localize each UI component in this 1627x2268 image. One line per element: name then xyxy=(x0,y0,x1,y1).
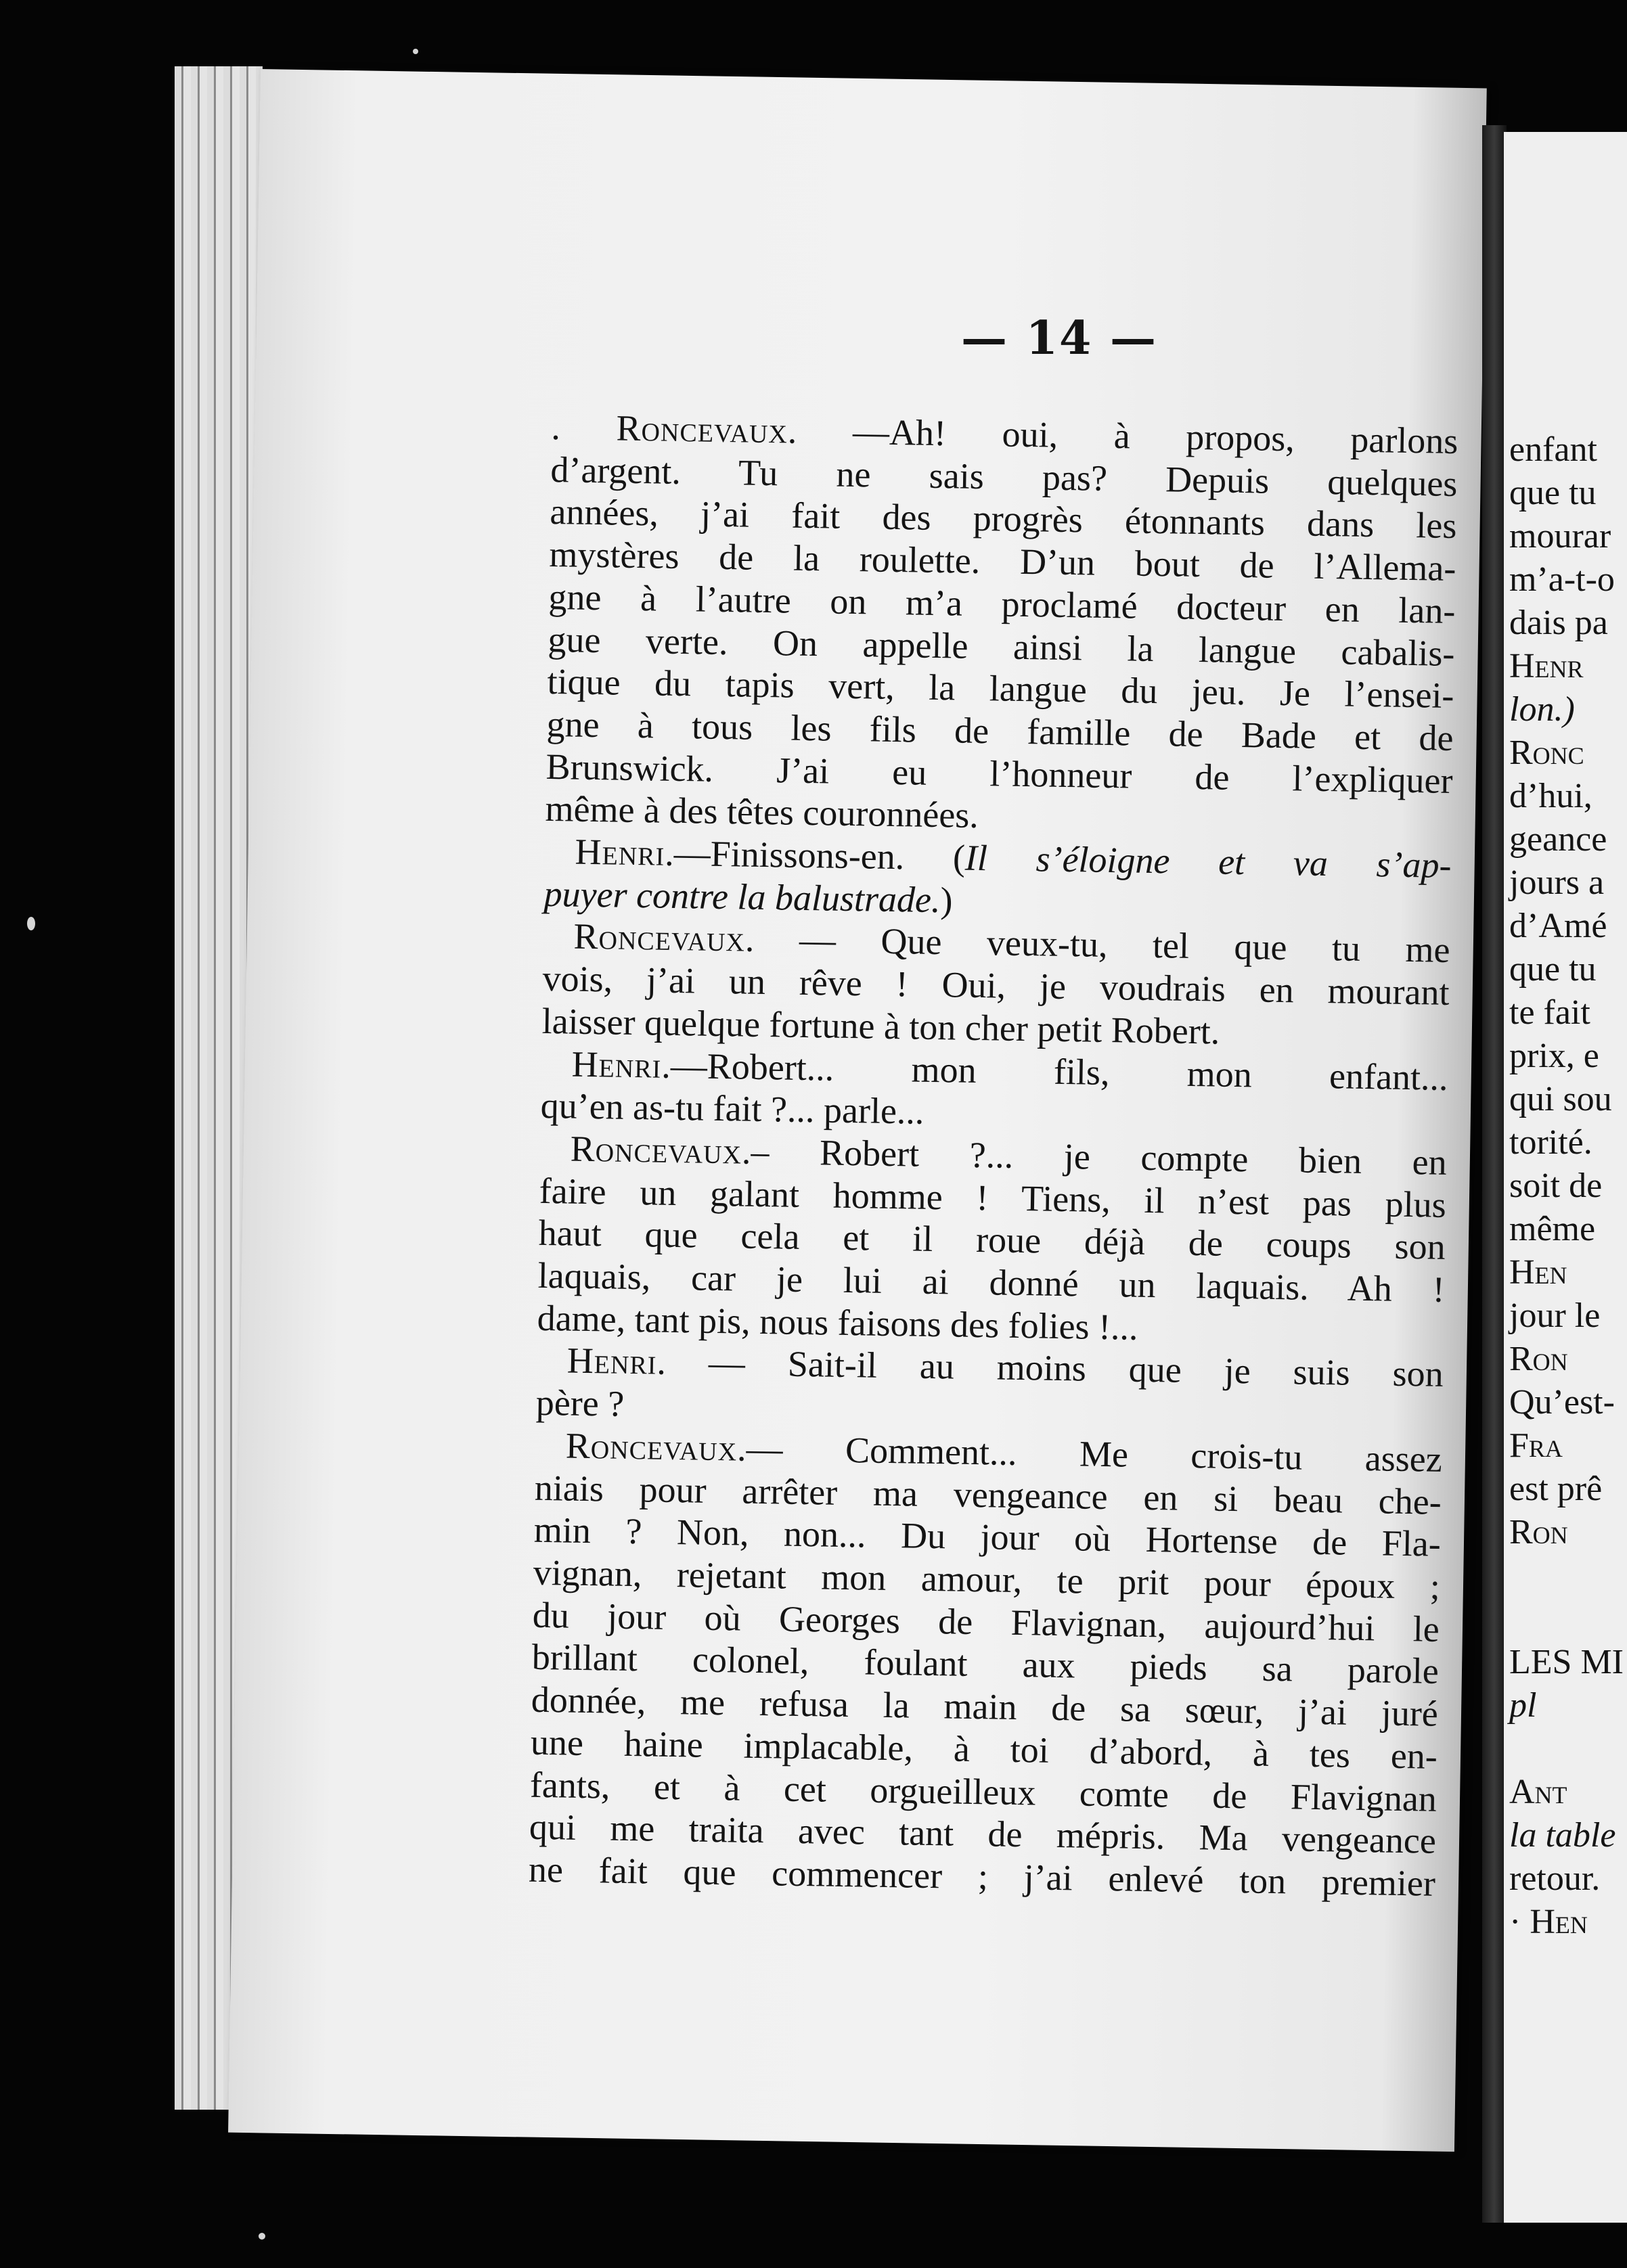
speaker-name: Henri xyxy=(575,831,665,874)
text-line-fragment: Ron xyxy=(1509,1513,1568,1551)
text-line-fragment: Fra xyxy=(1509,1426,1563,1465)
right-page xyxy=(1504,132,1627,2223)
speaker-name: Henri xyxy=(571,1043,662,1086)
paper-speck xyxy=(413,49,418,54)
text-line-fragment: prix, e xyxy=(1509,1037,1599,1075)
text-run: .– Robert ?... je compte bien en xyxy=(741,1131,1448,1183)
text-run: années, j’ai fait des progrès étonnants dans les xyxy=(550,491,1457,547)
text-line-fragment: d’Amé xyxy=(1509,907,1607,945)
text-run: même à des têtes couronnées. xyxy=(545,788,979,836)
text-run: gne à tous les fils de famille de Bade et de xyxy=(546,703,1454,758)
text-run: . — Que veux-tu, tel que tu me xyxy=(744,919,1451,971)
text-run: laisser quelque fortune à ton cher petit Robert. xyxy=(541,1000,1220,1052)
text-line-fragment: Henr xyxy=(1509,647,1584,685)
page-number: — 14 — xyxy=(961,311,1157,365)
text-line-fragment xyxy=(1509,1727,1627,1771)
text-run: qui me traita avec tant de mépris. Ma vengeance xyxy=(529,1806,1437,1861)
text-run: ne fait que commencer ; j’ai enlevé ton premier xyxy=(528,1849,1436,1904)
text-run: laquais, car je lui ai donné un laquais. Ah ! xyxy=(537,1254,1446,1310)
text-line-fragment: dais pa xyxy=(1509,604,1608,642)
text-run: mystères de la roulette. D’un bout de l’Allema- xyxy=(549,534,1456,589)
text-line-fragment: Ronc xyxy=(1509,733,1584,772)
speaker-name: Roncevaux xyxy=(570,1128,742,1172)
text-run: d’argent. Tu ne sais pas? Depuis quelques xyxy=(550,449,1458,504)
text-run: une haine implacable, à toi d’abord, à tes en- xyxy=(530,1721,1438,1777)
text-line-fragment: Qu’est- xyxy=(1509,1383,1615,1422)
speaker-name: Roncevaux xyxy=(565,1425,738,1469)
text-run: vignan, rejetant mon amour, te prit pour époux ; xyxy=(533,1551,1441,1607)
text-line-fragment: pl xyxy=(1509,1686,1537,1725)
text-line-fragment: m’a-t-o xyxy=(1509,560,1615,599)
text-line-fragment: Hen xyxy=(1509,1253,1567,1292)
speaker-name: Roncevaux xyxy=(573,916,746,960)
text-line-fragment: torité. xyxy=(1509,1123,1592,1162)
text-line-fragment xyxy=(1509,1554,1627,1597)
text-run: haut que cela et il roue déjà de coups son xyxy=(538,1212,1446,1268)
text-line-fragment: jours a xyxy=(1509,863,1605,902)
text-line-fragment: Ron xyxy=(1509,1340,1568,1378)
text-run: .— Comment... Me crois-tu assez xyxy=(736,1428,1443,1480)
text-run: père ? xyxy=(535,1382,625,1425)
text-run: . — Sait-il au moins que je suis son xyxy=(656,1342,1444,1395)
text-line-fragment: · Hen xyxy=(1509,1903,1588,1941)
speaker-name: Roncevaux xyxy=(616,407,788,451)
text-run: dame, tant pis, nous faisons des folies !... xyxy=(537,1297,1139,1348)
text-run: .—Finissons-en. ( xyxy=(664,832,966,878)
text-line-fragment: que tu xyxy=(1509,950,1597,989)
left-page-text xyxy=(529,406,1458,1905)
text-line-fragment: retour. xyxy=(1509,1859,1601,1898)
speaker-name: Henri xyxy=(566,1340,657,1383)
text-run: fants, et à cet orgueilleux comte de Flavignan xyxy=(529,1764,1437,1819)
text-run: donnée, me refusa la main de sa sœur, j’ai juré xyxy=(531,1679,1439,1734)
text-line-fragment: enfant xyxy=(1509,430,1597,469)
stage-direction: puyer contre la balustrade. xyxy=(543,873,941,920)
text-run: brillant colonel, foulant aux pieds sa parole xyxy=(531,1637,1440,1692)
text-run: .—Robert... mon fils, mon enfant... xyxy=(661,1045,1449,1098)
paper-speck xyxy=(259,2233,265,2240)
text-run: . xyxy=(551,406,617,449)
right-page-text xyxy=(1509,428,1627,1944)
text-run: du jour où Georges de Flavignan, aujourd’hui le xyxy=(532,1594,1440,1650)
text-run: vois, j’ai un rêve ! Oui, je voudrais en mourant xyxy=(542,958,1450,1014)
text-line-fragment: geance xyxy=(1509,820,1607,859)
text-run: niais pour arrêter ma vengeance en si beau che- xyxy=(534,1467,1442,1522)
text-line-fragment: est prê xyxy=(1509,1470,1603,1508)
text-line-fragment: même xyxy=(1509,1210,1596,1248)
text-line-fragment: que tu xyxy=(1509,474,1597,512)
text-line-fragment: lon.) xyxy=(1509,690,1575,729)
text-run: qu’en as-tu fait ?... parle... xyxy=(540,1085,924,1133)
text-run: min ? Non, non... Du jour où Hortense de Fla- xyxy=(533,1510,1442,1565)
text-run: gue verte. On appelle ainsi la langue cabalis- xyxy=(548,618,1455,674)
stage-direction: Il s’éloigne et va s’ap- xyxy=(964,837,1452,886)
paper-speck xyxy=(27,917,35,930)
text-run: tique du tapis vert, la langue du jeu. Je l’ensei- xyxy=(547,661,1454,717)
text-run: faire un galant homme ! Tiens, il n’est pas plus xyxy=(539,1170,1447,1225)
text-run: ) xyxy=(940,879,953,921)
text-run: . —Ah! oui, à propos, parlons xyxy=(787,410,1458,462)
text-line-fragment: mourar xyxy=(1509,517,1611,555)
text-line-fragment: d’hui, xyxy=(1509,777,1592,815)
text-line-fragment: la table xyxy=(1509,1816,1616,1855)
text-run: gne à l’autre on m’a proclamé docteur en lan- xyxy=(548,576,1456,631)
text-line-fragment: Ant xyxy=(1509,1773,1567,1811)
book-gutter xyxy=(1482,125,1507,2223)
text-line-fragment: te fait xyxy=(1509,993,1590,1032)
text-run: Brunswick. J’ai eu l’honneur de l’expliquer xyxy=(545,746,1453,801)
text-line-fragment: qui sou xyxy=(1509,1080,1612,1118)
text-line-fragment: LES MI xyxy=(1509,1643,1624,1681)
text-line-fragment xyxy=(1509,1597,1627,1641)
text-line-fragment: jour le xyxy=(1509,1296,1601,1335)
text-line-fragment: soit de xyxy=(1509,1166,1603,1205)
